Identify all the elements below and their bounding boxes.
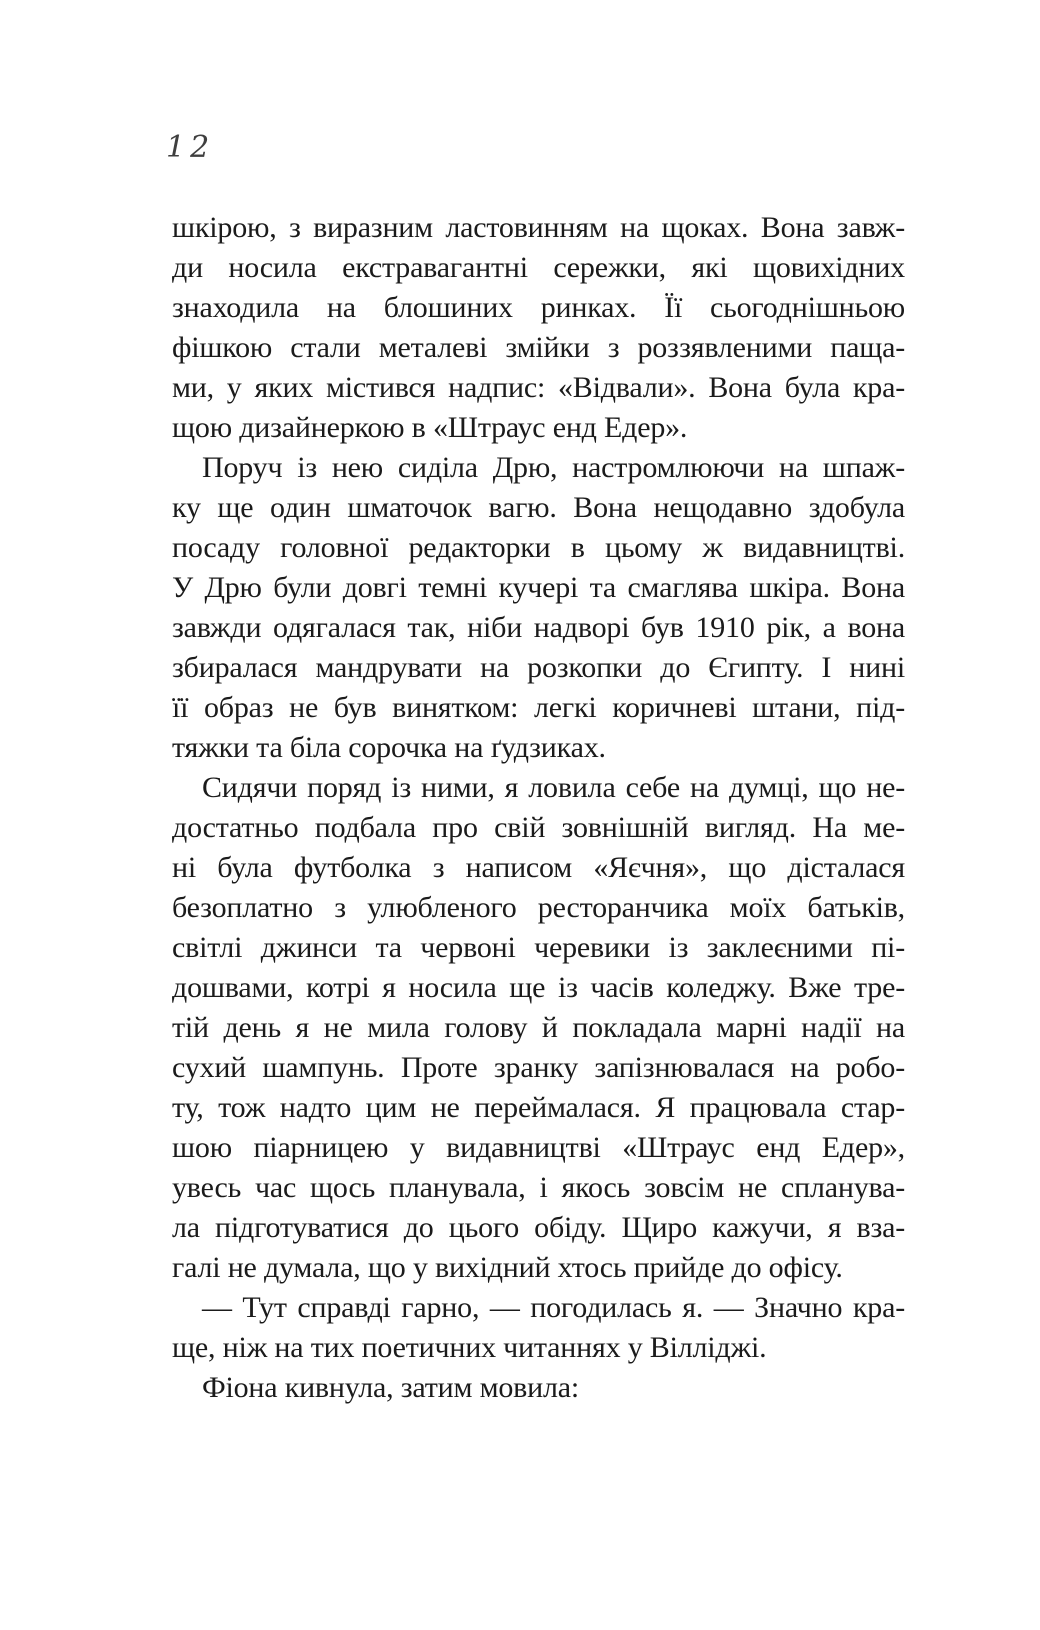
text-line: тій день я не мила голову й покладала марні надії на — [172, 1011, 905, 1044]
text-line: світлі джинси та червоні черевики із заклеєними пі- — [172, 931, 905, 964]
text-line: безоплатно з улюбленого ресторанчика моїх батьків, — [172, 891, 905, 924]
text-line: її образ не був винятком: легкі коричневі штани, під- — [172, 691, 905, 724]
text-line: — Тут справді гарно, — погодилась я. — Значно кра- — [202, 1291, 905, 1324]
text-line: шою піарницею у видавництві «Штраус енд Едер», — [172, 1131, 905, 1164]
text-line: щою дизайнеркою в «Штраус енд Едер». — [172, 411, 688, 444]
text-line: завжди одягалася так, ніби надворі був 1910 рік, а вона — [172, 611, 905, 644]
text-line: ще, ніж на тих поетичних читаннях у Вілліджі. — [172, 1331, 767, 1364]
text-line: дошвами, котрі я носила ще із часів коледжу. Вже тре- — [172, 971, 905, 1004]
text-line: ку ще один шматочок вагю. Вона нещодавно здобула — [172, 491, 905, 524]
text-line: галі не думала, що у вихідний хтось прийде до офісу. — [172, 1251, 843, 1284]
text-line: Поруч із нею сиділа Дрю, настромлюючи на шпаж- — [202, 451, 905, 484]
text-line: тяжки та біла сорочка на ґудзиках. — [172, 731, 606, 764]
text-line: увесь час щось планувала, і якось зовсім не спланува- — [172, 1171, 905, 1204]
text-line: сухий шампунь. Проте зранку запізнювалася на робо- — [172, 1051, 905, 1084]
text-line: ні була футболка з написом «Яєчня», що дісталася — [172, 851, 905, 884]
text-line: Фіона кивнула, затим мовила: — [202, 1371, 579, 1404]
body-text — [172, 208, 905, 1408]
text-line: ди носила екстравагантні сережки, які щовихідних — [172, 251, 905, 284]
text-line: збиралася мандрувати на розкопки до Єгипту. І нині — [172, 651, 905, 684]
text-line: У Дрю були довгі темні кучері та смаглява шкіра. Вона — [172, 571, 905, 604]
text-line: знаходила на блошиних ринках. Її сьогоднішньою — [172, 291, 905, 324]
page-number: 12 — [166, 130, 215, 165]
text-line: достатньо подбала про свій зовнішній вигляд. На ме- — [172, 811, 905, 844]
text-line: посаду головної редакторки в цьому ж видавництві. — [172, 531, 905, 564]
text-line: шкірою, з виразним ластовинням на щоках. Вона завж- — [172, 211, 905, 244]
text-line: ту, тож надто цим не переймалася. Я працювала стар- — [172, 1091, 905, 1124]
text-line: Сидячи поряд із ними, я ловила себе на думці, що не- — [202, 771, 905, 804]
text-line: ла підготуватися до цього обіду. Щиро кажучи, я вза- — [172, 1211, 905, 1244]
text-line: фішкою стали металеві змійки з роззявленими паща- — [172, 331, 905, 364]
text-line: ми, у яких містився надпис: «Відвали». Вона була кра- — [172, 371, 905, 404]
